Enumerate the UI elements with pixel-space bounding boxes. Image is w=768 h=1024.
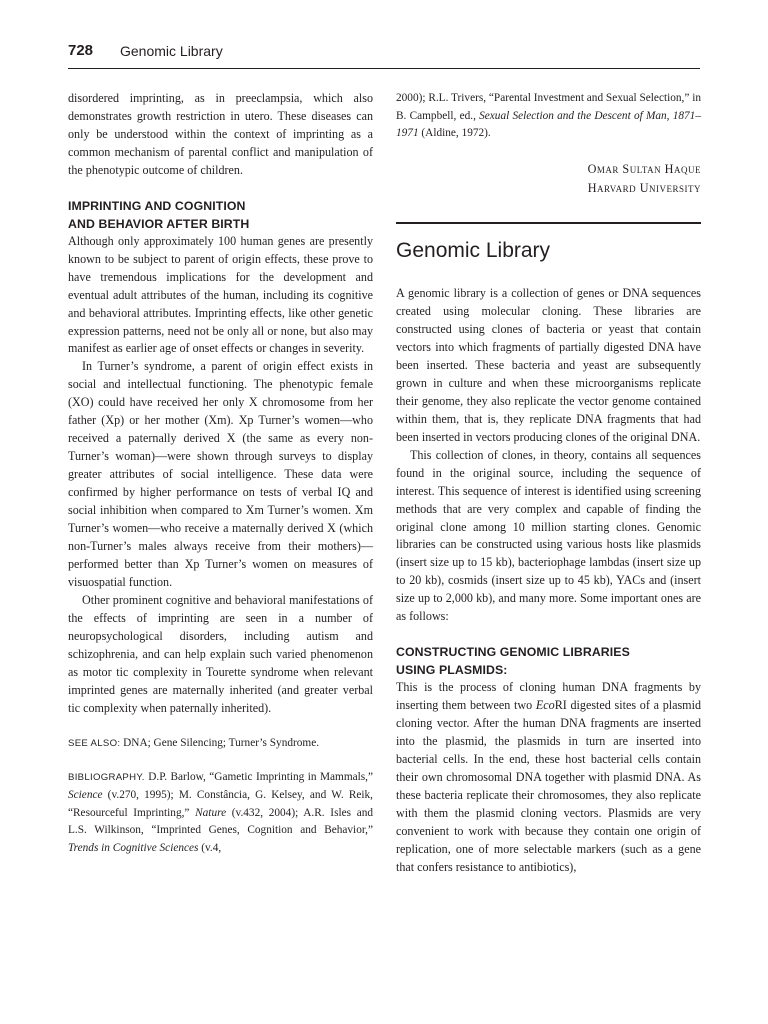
section-heading-line: CONSTRUCTING GENOMIC LIBRARIES <box>396 645 630 660</box>
see-also-text: DNA; Gene Silencing; Turner’s Syndrome. <box>120 736 320 749</box>
paragraph: A genomic library is a collection of genes or DNA sequences created using molecular cloning. These libraries are constructed using clones of bacteria or yeast that contain vectors into which fragments of partially digested DNA have been inserted. These bacteria and yeast are subsequently grown in culture and when these microorganisms replicate their genome, they also replicate the vector genome contained within them, that is, they replicate DNA fragments that had been inserted in vectors producing clones of the original DNA. <box>396 286 701 444</box>
journal-title: Science <box>68 788 103 801</box>
paragraph: disordered imprinting, as in preeclampsia, which also demonstrates growth restriction in utero. These diseases can only be understood within the context of imprinting as a common mechanism of parental conflict and manipulation of the phenotypic outcome of children. <box>68 91 373 177</box>
bibliography-text: 2000); R.L. Trivers, “Parental Investment and Sexual Selection,” in B. Campbell, ed., <box>396 92 701 122</box>
article-title: Genomic Library <box>396 239 551 263</box>
journal-title: Trends in Cognitive Sciences <box>68 842 199 855</box>
bibliography-continued <box>396 90 701 143</box>
running-title: Genomic Library <box>120 43 223 59</box>
paragraph: This collection of clones, in theory, contains all sequences found in the original source, including the sequence of interest. This sequence of interest is identified using screening methods that are very complex and capable of finding the original clone among 10 million starting clones. Genomic libraries can be constructed using various hosts like plasmids (insert size up to 15 kb), bacteriophage lambdas (insert size up to 20 kb), cosmids (insert size up to 45 kb), YACs and (insert size up to 2,000 kb), and many more. Some important ones are as follows: <box>396 447 701 624</box>
journal-title: Nature <box>195 806 227 819</box>
bibliography-text: (Aldine, 1972). <box>418 127 491 140</box>
book-title: Sexual Selection and the Descent of Man, 1871–1971 <box>396 109 701 140</box>
bibliography-label: BIBLIOGRAPHY. <box>68 772 145 784</box>
page-header <box>68 40 700 69</box>
bibliography-text: (v.270, 1995); M. Constância, G. Kelsey, and W. Reik, “Resourceful Imprinting,” <box>68 788 373 819</box>
page-number: 728 <box>68 42 94 59</box>
author-affiliation: Harvard University <box>587 180 701 195</box>
see-also <box>68 735 373 753</box>
paragraph-text: This is the process of cloning human DNA fragments by inserting them between two <box>396 680 701 713</box>
section-heading <box>396 643 701 679</box>
paragraph: In Turner’s syndrome, a parent of origin effect exists in social and intellectual functioning. The phenotypic female (XO) could have received her only X chromosome from her father (Xp) or her mother (Xm). Xp Turner’s women—who received a paternally derived X (the same as every non-Turner’s woman)—were shown through surveys to display greater attributes of social intelligence. These data were confirmed by higher performance on tests of verbal IQ and social inhibition when compared to Xm Turner’s women. Xm Turner’s women—who receive a maternally derived X (which non-Turner’s males always receive from their mothers)—performed better than Xp Turner’s women on measures of visuospatial function. <box>68 359 373 589</box>
left-column <box>68 90 373 858</box>
section-heading-line: AND BEHAVIOR AFTER BIRTH <box>68 216 250 231</box>
enzyme-name: Eco <box>535 698 555 713</box>
section-heading <box>68 197 373 233</box>
paragraph: Other prominent cognitive and behavioral manifestations of the effects of imprinting are seen in a number of neuropsychological disorders, including autism and schizophrenia, and can help explain such varied phenomenon as motor tic complexity in Tourette syndrome when relevant imprinted genes are maternally inherited (and greater verbal tic complexity when paternally inherited). <box>68 592 373 715</box>
bibliography-text: (v.432, 2004); A.R. Isles and L.S. Wilkinson, “Imprinted Genes, Cognition and Behavior,” <box>68 806 374 837</box>
paragraph <box>396 679 701 876</box>
paragraph-text: digested sites of a plasmid cloning vector. After the human DNA fragments are inserted into the plasmid, the plasmids in turn are inserted into bacterial cells. In the end, these host bacterial cells contain their own chromosomal DNA together with plasmid DNA. As these bacteria replicate their chromosomes, they also replicate with them the plasmid cloning vectors. Plasmids are very convenient to work with because they contain one origin of replication, one of more selectable markers (such as a gene that confers resistance to antibiotics), <box>396 698 701 874</box>
see-also-label: SEE ALSO: <box>68 737 121 749</box>
bibliography-text: (v.4, <box>198 842 222 855</box>
section-heading-line: IMPRINTING AND COGNITION <box>68 198 246 213</box>
bibliography <box>68 769 373 858</box>
enzyme-suffix: RI <box>554 698 567 713</box>
bibliography-text: D.P. Barlow, “Gametic Imprinting in Mammals,” <box>144 771 373 784</box>
section-heading-line: USING PLASMIDS: <box>396 663 508 678</box>
author-name: Omar Sultan Haque <box>587 162 701 177</box>
paragraph: Although only approximately 100 human genes are presently known to be subject to parent of origin effects, these prove to have tremendous implications for the development and eventual adult attributes of the human, including its cognitive and behavioral attributes. Imprinting effects, like other genetic expression patterns, need not be only all or none, but also may manifest as earlier age of onset effects or changes in severity. <box>68 233 373 356</box>
right-column <box>396 90 701 877</box>
author-signature <box>396 160 701 197</box>
